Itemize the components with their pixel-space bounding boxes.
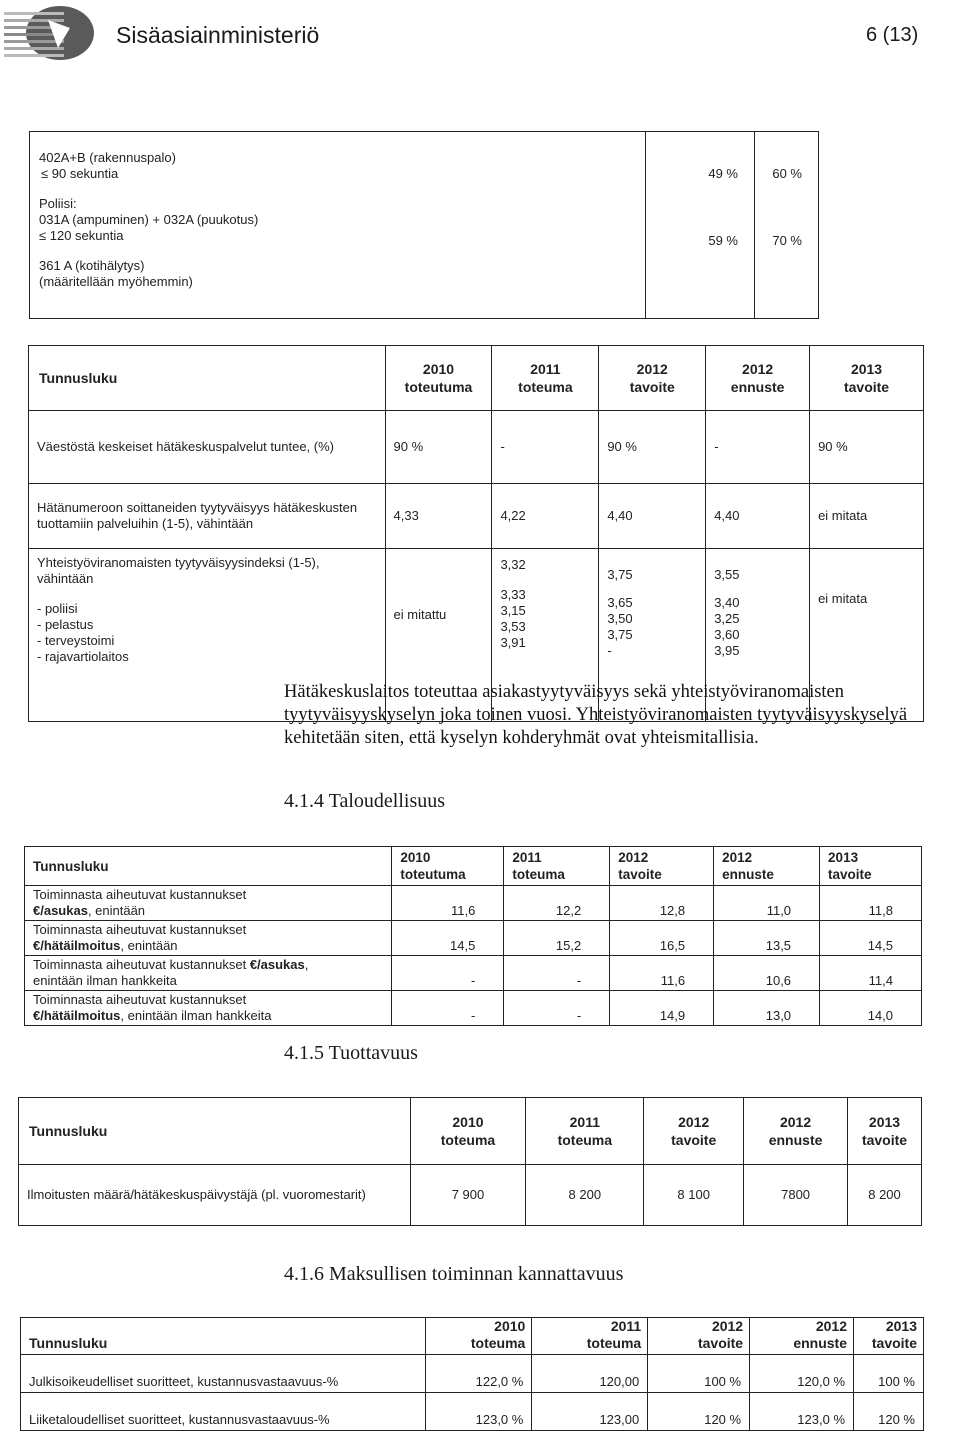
cell-value: 8 100 bbox=[644, 1165, 744, 1226]
table4-header-label: Tunnusluku bbox=[21, 1318, 426, 1355]
cell-value: ei mitata bbox=[810, 484, 924, 549]
table3-header-2013-target: 2013 tavoite bbox=[848, 1098, 922, 1165]
cell-value: 12,2 bbox=[504, 886, 610, 921]
cell-value: 4,22 bbox=[492, 484, 599, 549]
table1-header-2010: 2010 toteutuma bbox=[385, 346, 492, 411]
cell-value: 120 % bbox=[854, 1393, 924, 1431]
cell-value: - bbox=[392, 956, 504, 991]
cell-value: - bbox=[706, 411, 810, 484]
table1-header-2013-target: 2013 tavoite bbox=[810, 346, 924, 411]
top-row-1-value-b: 60 % bbox=[772, 166, 802, 181]
cell-value: - bbox=[392, 991, 504, 1026]
top-row-3-line-1: 361 A (kotihälytys) bbox=[39, 258, 145, 273]
cell-value: 90 % bbox=[810, 411, 924, 484]
cell-value: 100 % bbox=[648, 1355, 750, 1393]
cell-value: 100 % bbox=[854, 1355, 924, 1393]
cell-value: 120,00 bbox=[532, 1355, 648, 1393]
row-label: Toiminnasta aiheutuvat kustannukset €/hätäilmoitus, enintään ilman hankkeita bbox=[25, 991, 392, 1026]
top-row-2-line-3: ≤ 120 sekuntia bbox=[39, 228, 124, 243]
profitability-table bbox=[20, 1317, 924, 1431]
top-row-3-line-2: (määritellään myöhemmin) bbox=[39, 274, 193, 289]
cell-value: 11,4 bbox=[820, 956, 922, 991]
cell-value: ei mitata bbox=[810, 549, 924, 722]
top-row-1-value-a: 49 % bbox=[708, 166, 738, 181]
top-col-a bbox=[646, 132, 755, 319]
cell-value: 3,53 bbox=[500, 619, 526, 634]
row-label: Toiminnasta aiheutuvat kustannukset €/asukas, enintään bbox=[25, 886, 392, 921]
sub-label: - pelastus bbox=[37, 617, 94, 632]
table4-header-2013-target: 2013 tavoite bbox=[854, 1318, 924, 1355]
cell-value: 123,0 % bbox=[426, 1393, 532, 1431]
cell-value: 7 900 bbox=[410, 1165, 526, 1226]
table-row bbox=[21, 1355, 924, 1393]
top-row-3 bbox=[39, 258, 645, 290]
cell-value: 90 % bbox=[599, 411, 706, 484]
cell-value: 3,50 bbox=[607, 611, 633, 626]
cell-value: 3,55 bbox=[714, 567, 740, 582]
section-heading-4-1-6: 4.1.6 Maksullisen toiminnan kannattavuus bbox=[284, 1263, 624, 1285]
cell-value: 13,5 bbox=[714, 921, 820, 956]
top-row-2 bbox=[39, 196, 645, 244]
cell-value: 122,0 % bbox=[426, 1355, 532, 1393]
productivity-table bbox=[18, 1097, 922, 1226]
cell-value: 3,32 bbox=[500, 557, 526, 572]
cell-value: 3,40 bbox=[714, 595, 740, 610]
table1-header-label: Tunnusluku bbox=[29, 346, 386, 411]
cell-value: 120 % bbox=[648, 1393, 750, 1431]
ministry-logo bbox=[0, 2, 104, 68]
table2-header-2013-target: 2013 tavoite bbox=[820, 847, 922, 886]
table-row bbox=[19, 1165, 922, 1226]
cell-value: 123,00 bbox=[532, 1393, 648, 1431]
cell-value: 16,5 bbox=[610, 921, 714, 956]
sub-label-list bbox=[37, 601, 377, 665]
row-label: Hätänumeroon soittaneiden tyytyväisyys hätäkeskusten tuottamiin palveluihin (1-5), vähintään bbox=[29, 484, 386, 549]
table2-header-2011: 2011 toteuma bbox=[504, 847, 610, 886]
table-row bbox=[25, 956, 922, 991]
cell-value: 13,0 bbox=[714, 991, 820, 1026]
cell-value: 4,40 bbox=[599, 484, 706, 549]
table3-header-2012-target: 2012 tavoite bbox=[644, 1098, 744, 1165]
page-number: 6 (13) bbox=[866, 24, 919, 46]
row-label: Väestöstä keskeiset hätäkeskuspalvelut tuntee, (%) bbox=[29, 411, 386, 484]
table4-header-2012-forecast: 2012 ennuste bbox=[750, 1318, 854, 1355]
cell-value: 11,8 bbox=[820, 886, 922, 921]
top-row-1 bbox=[39, 150, 645, 182]
cell-value: 3,60 bbox=[714, 627, 740, 642]
table3-header-2010: 2010 toteuma bbox=[410, 1098, 526, 1165]
top-row-2-line-1: Poliisi: bbox=[39, 196, 77, 211]
table2-header-2012-forecast: 2012 ennuste bbox=[714, 847, 820, 886]
table-row bbox=[25, 921, 922, 956]
sub-label: - poliisi bbox=[37, 601, 78, 616]
cell-value: 14,5 bbox=[392, 921, 504, 956]
cell-value: ei mitattu bbox=[385, 549, 492, 722]
section-heading-4-1-4: 4.1.4 Taloudellisuus bbox=[284, 790, 446, 812]
row-label: Julkisoikeudelliset suoritteet, kustannusvastaavuus-% bbox=[21, 1355, 426, 1393]
row-label: Ilmoitusten määrä/hätäkeskuspäivystäjä (pl. vuoromestarit) bbox=[19, 1165, 411, 1226]
cell-value: 3,75 bbox=[607, 567, 633, 582]
cell-value: - bbox=[504, 991, 610, 1026]
cell-value: 3,75 bbox=[607, 627, 633, 642]
cell-value: 123,0 % bbox=[750, 1393, 854, 1431]
economy-table bbox=[24, 846, 922, 1026]
row-label: Toiminnasta aiheutuvat kustannukset €/asukas, enintään ilman hankkeita bbox=[25, 956, 392, 991]
table-row bbox=[21, 1393, 924, 1431]
table4-header-2012-target: 2012 tavoite bbox=[648, 1318, 750, 1355]
cell-value: - bbox=[504, 956, 610, 991]
table1-header-2012-target: 2012 tavoite bbox=[599, 346, 706, 411]
table3-header-2011: 2011 toteuma bbox=[526, 1098, 644, 1165]
table-row bbox=[29, 411, 924, 484]
cell-value: 90 % bbox=[385, 411, 492, 484]
table-row bbox=[25, 886, 922, 921]
top-row-2-value-a: 59 % bbox=[708, 233, 738, 248]
cell-value: 7800 bbox=[744, 1165, 848, 1226]
table1-header-2012-forecast: 2012 ennuste bbox=[706, 346, 810, 411]
top-table-labels bbox=[30, 132, 646, 319]
cell-value: 11,0 bbox=[714, 886, 820, 921]
cell-value: 14,0 bbox=[820, 991, 922, 1026]
top-col-b bbox=[755, 132, 819, 319]
cell-value: 120,0 % bbox=[750, 1355, 854, 1393]
cell-value: 3,15 bbox=[500, 603, 526, 618]
cell-value: - bbox=[492, 411, 599, 484]
cell-value: 3,33 bbox=[500, 587, 526, 602]
top-row-1-line-1: 402A+B (rakennuspalo) bbox=[39, 150, 176, 165]
cell-value: 15,2 bbox=[504, 921, 610, 956]
cell-value: 14,9 bbox=[610, 991, 714, 1026]
sub-label: - rajavartiolaitos bbox=[37, 649, 129, 664]
ministry-name: Sisäasiainministeriö bbox=[116, 22, 320, 48]
table2-header-label: Tunnusluku bbox=[25, 847, 392, 886]
top-row-1-line-2: ≤ 90 sekuntia bbox=[41, 166, 119, 181]
sub-label: - terveystoimi bbox=[37, 633, 115, 648]
top-row-2-value-b: 70 % bbox=[772, 233, 802, 248]
table-row bbox=[29, 484, 924, 549]
cell-value: 3,25 bbox=[714, 611, 740, 626]
cell-value: 3,91 bbox=[500, 635, 526, 650]
cell-value: 12,8 bbox=[610, 886, 714, 921]
cell-value: 8 200 bbox=[848, 1165, 922, 1226]
table1-header-2011: 2011 toteuma bbox=[492, 346, 599, 411]
table-row bbox=[25, 991, 922, 1026]
table2-header-2010: 2010 toteutuma bbox=[392, 847, 504, 886]
cell-value: 11,6 bbox=[392, 886, 504, 921]
cell-value: 3,95 bbox=[714, 643, 740, 658]
cell-value: 8 200 bbox=[526, 1165, 644, 1226]
top-table bbox=[29, 131, 819, 319]
cell-value: 3,65 bbox=[607, 595, 633, 610]
body-paragraph: Hätäkeskuslaitos toteuttaa asiakastyytyväisyys sekä yhteistyöviranomaisten tyytyväisyyskyselyn joka toinen vuosi. Yhteistyöviranomaisten tyytyväisyyskyselyä kehitetään siten, että kyselyn kohderyhmät ovat yhteismitallisia. bbox=[284, 682, 908, 748]
section-heading-4-1-5: 4.1.5 Tuottavuus bbox=[284, 1042, 418, 1064]
cell-value: 11,6 bbox=[610, 956, 714, 991]
row-label: Liiketaloudelliset suoritteet, kustannusvastaavuus-% bbox=[21, 1393, 426, 1431]
indicator-table-1 bbox=[28, 345, 924, 722]
cell-value: - bbox=[607, 643, 612, 658]
table4-header-2010: 2010 toteuma bbox=[426, 1318, 532, 1355]
row-label-main: Yhteistyöviranomaisten tyytyväisyysindeksi (1-5), vähintään bbox=[37, 555, 320, 586]
table3-header-label: Tunnusluku bbox=[19, 1098, 411, 1165]
table4-header-2011: 2011 toteuma bbox=[532, 1318, 648, 1355]
cell-value: 4,40 bbox=[706, 484, 810, 549]
cell-value: 10,6 bbox=[714, 956, 820, 991]
table3-header-2012-forecast: 2012 ennuste bbox=[744, 1098, 848, 1165]
row-label: Toiminnasta aiheutuvat kustannukset €/hätäilmoitus, enintään bbox=[25, 921, 392, 956]
cell-value: 4,33 bbox=[385, 484, 492, 549]
cell-value: 14,5 bbox=[820, 921, 922, 956]
table2-header-2012-target: 2012 tavoite bbox=[610, 847, 714, 886]
top-row-2-line-2: 031A (ampuminen) + 032A (puukotus) bbox=[39, 212, 259, 227]
